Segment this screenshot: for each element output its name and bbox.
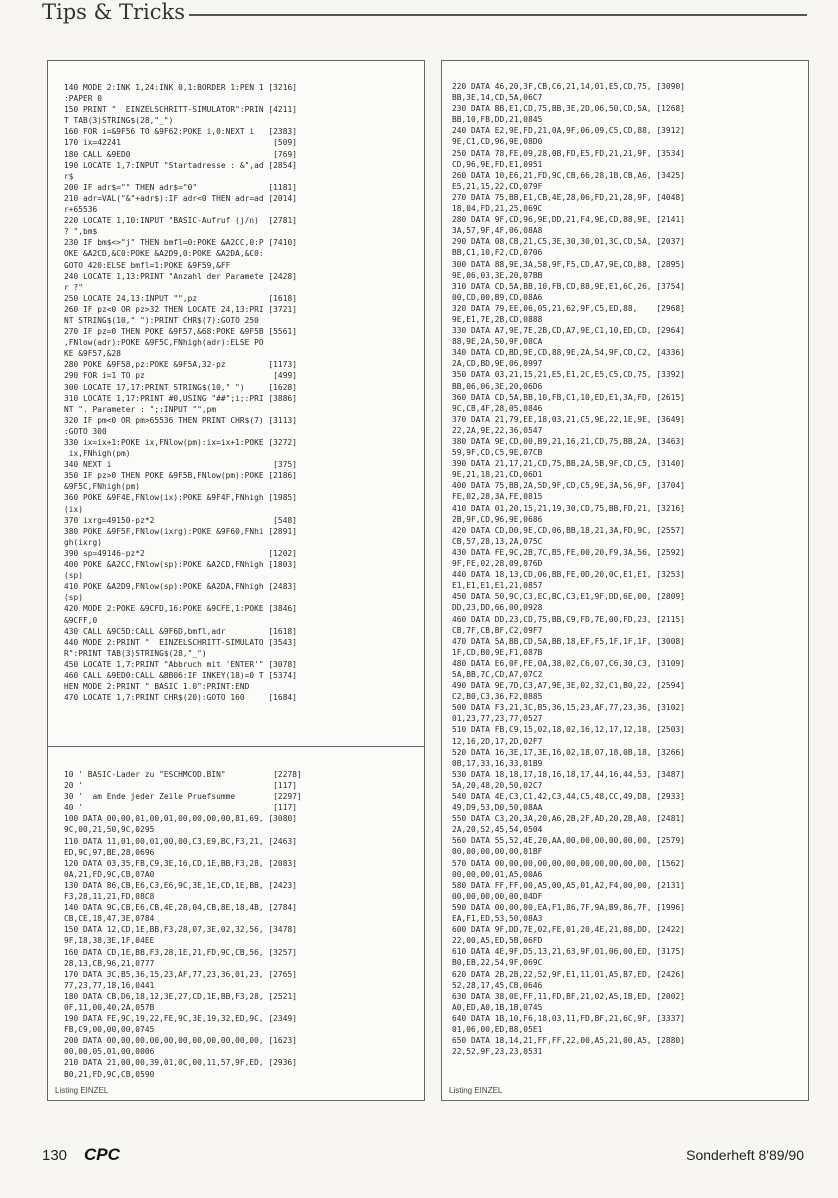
listing-box-data xyxy=(441,60,809,1101)
listing-text: 10 ' BASIC-Lader zu "ESCHMCOD.BIN" [2278] 20 ' [117] 30 ' am Ende jeder Zeile Pruefsumme [2297] 40 ' [117] 100 DATA 00,00,01,00,01,00,00,00,00,81,69, [3080] 9C,00,21,50,9C,0295 110 DATA 11,01,00,01,00,00,C3,E9,BC,F3,21, [2463] ED,9C,97,BE,28,0696 120 DATA 03,35,FB,C9,3E,16,CD,1E,BB,F3,28, [2083] 0A,21,FD,9C,CB,07A0 130 DATA 86,CB,E6,C3,E6,9C,3E,1E,CD,1E,BB, [2423] F3,28,11,21,FD,08C8 140 DATA 9C,CB,E6,CB,4E,28,04,CB,8E,18,4B, [2784] CB,CE,18,47,3E,0784 150 DATA 12,CD,1E,BB,F3,28,07,3E,02,32,56, [3478] 9F,18,38,3E,1F,04EE 160 DATA CD,1E,BB,F3,28,1E,21,FD,9C,CB,56, [3257] 28,13,CB,96,21,0777 170 DATA 3C,B5,36,15,23,AF,77,23,36,01,23, [2765] 77,23,77,18,16,0441 180 DATA CB,D6,18,12,3E,27,CD,1E,BB,F3,28, [2521] 0F,11,00,40,2A,057B 190 DATA FE,9C,19,22,FE,9C,3E,19,32,ED,9C, [2349] FB,C9,00,00,00,0745 200 DATA 00,00,00,00,00,00,00,00,00,00,00, [1623] 00,00,05,01,00,0006 210 DATA 21,00,00,39,01,0C,00,11,57,9F,ED, [2936] B0,21,FD,9C,CB,0590 xyxy=(64,770,302,1079)
section-title: Tips & Tricks xyxy=(42,0,189,24)
listing-caption: Listing EINZEL xyxy=(449,1086,503,1095)
issue-label: Sonderheft 8'89/90 xyxy=(686,1147,804,1163)
listing-box-loader xyxy=(47,746,425,1101)
page-number: 130 xyxy=(42,1147,68,1164)
listing-text: 220 DATA 46,20,3F,CB,C6,21,14,01,E5,CD,75, [3090] BB,3E,14,CD,5A,06C7 230 DATA BB,E1,CD,75,BB,3E,2D,06,50,CD,5A, [1268] BB,10,FB,DD,21,0845 240 DATA E2,9E,FD,21,0A,9F,06,09,C5,CD,88, [3912] 9E,C1,CD,96,9E,08D0 250 DATA 78,FE,09,28,0B,FD,E5,FD,21,21,9F, [3534] CD,96,9E,FD,E1,0951 260 DATA 10,E6,21,FD,9C,CB,66,28,1B,CB,A6, [3425] E5,21,15,22,CD,079F 270 DATA 75,BB,E1,CB,4E,28,06,FD,21,28,9F, [4048] 18,04,FD,21,25,069C 280 DATA 9F,CD,96,9E,DD,21,F4,9E,CD,88,9E, [2141] 3A,57,9F,4F,06,08A8 290 DATA 08,CB,21,C5,3E,30,30,01,3C,CD,5A, [2037] BB,C1,10,F2,CD,0706 300 DATA 88,9E,3A,58,9F,F5,CD,A7,9E,CD,88, [2895] 9E,06,03,3E,20,07BB 310 DATA CD,5A,BB,10,FB,CD,88,9E,E1,6C,26, [3754] 00,CD,00,B9,CD,08A6 320 DATA 79,EE,06,05,21,62,9F,C5,ED,88, [2968] 9E,E1,7E,2B,CD,0888 330 DATA A7,9E,7E,2B,CD,A7,9E,C1,10,ED,CD, [2964] 88,9E,2A,50,9F,08CA 340 DATA CD,BD,9E,CD,88,9E,2A,54,9F,CD,C2, [4336] 2A,CD,BD,9E,06,0997 350 DATA 03,21,15,21,E5,E1,2C,E5,C5,CD,75, [3392] BB,06,06,3E,20,06D6 360 DATA CD,5A,BB,10,FB,C1,10,ED,E1,3A,FD, [2615] 9C,CB,4F,28,05,0846 370 DATA 21,79,EE,18,03,21,C5,9E,22,1E,9E, [3649] 22,2A,9E,22,36,0547 380 DATA 9E,CD,00,B9,21,16,21,CD,75,BB,2A, [3463] 59,9F,CD,C5,9E,07CB 390 DATA 21,17,21,CD,75,BB,2A,5B,9F,CD,C5, [3140] 9E,21,18,21,CD,06D1 400 DATA 75,BB,2A,5D,9F,CD,C5,9E,3A,56,9F, [3704] FE,02,28,3A,FE,0815 410 DATA 01,20,15,21,19,30,CD,75,BB,FD,21, [3216] 2B,9F,CD,96,9E,0686 420 DATA CD,D0,9E,CD,06,BB,18,21,3A,FD,9C, [2557] CB,57,28,13,2A,075C 430 DATA FE,9C,2B,7C,B5,FE,00,20,F9,3A,56, [2592] 9F,FE,02,28,09,076D 440 DATA 18,13,CD,06,BB,FE,0D,20,0C,E1,E1, [3253] E1,E1,E1,E1,21,0857 450 DATA 50,9C,C3,EC,BC,C3,E1,9F,DD,6E,00, [2809] DD,23,DD,66,00,0928 460 DATA DD,23,CD,75,BB,C9,FD,7E,00,FD,23, [2115] CB,7F,CB,BF,C2,09F7 470 DATA 5A,BB,CD,5A,BB,18,EF,F5,1F,1F,1F, [3008] 1F,CD,B0,9E,F1,087B 480 DATA E6,0F,FE,0A,38,02,C6,07,C6,30,C3, [3109] 5A,BB,7C,CD,A7,07C2 490 DATA 9E,7D,C3,A7,9E,3E,02,32,C1,B0,22, [2594] C2,B0,C3,36,F2,0885 500 DATA F3,21,3C,B5,36,15,23,AF,77,23,36, [3102] 01,23,77,23,77,0527 510 DATA FB,C9,15,02,18,02,16,12,17,12,18, [2503] 12,16,2D,17,2D,02F7 520 DATA 16,3E,17,3E,16,02,18,07,18,0B,18, [3266] 0B,17,33,16,33,01B9 530 DATA 18,18,17,18,16,18,17,44,16,44,53, [3487] 5A,20,48,20,50,02C7 540 DATA 4E,C3,C1,42,C3,44,C5,48,CC,49,D8, [2933] 49,D9,53,D0,50,08AA 550 DATA C3,20,3A,20,A6,2B,2F,AD,20,2B,A0, [2481] 2A,20,52,45,54,0504 560 DATA 55,52,4E,20,AA,00,00,00,00,00,00, [2579] 00,00,00,00,00,01BF 570 DATA 00,00,00,00,00,00,00,00,00,00,00, [1562] 00,00,00,01,A5,00A6 580 DATA FF,FF,00,A5,00,A5,01,A2,F4,00,00, [2131] 00,00,00,00,00,04DF 590 DATA 00,00,00,EA,F1,86,7F,9A,B9,86,7F, [1996] EA,F1,ED,53,50,08A3 600 DATA 9F,DD,7E,02,FE,01,20,4E,21,88,DD, [2422] 22,00,A5,ED,5B,06FD 610 DATA 4E,9F,D5,13,21,63,9F,01,06,00,ED, [3175] B0,EB,22,54,9F,069C 620 DATA 2B,2B,22,52,9F,E1,11,01,A5,B7,ED, [2426] 52,28,17,45,CB,0646 630 DATA 38,0E,FF,11,FD,BF,21,02,A5,1B,ED, [2002] A0,ED,A0,1B,1B,0745 640 DATA 1B,10,F6,18,03,11,FD,BF,21,6C,9F, [3337] 01,06,00,ED,B8,05E1 650 DATA 18,14,21,FF,FF,22,00,A5,21,00,A5, [2880] 22,52,9F,23,23,0531 xyxy=(452,82,685,1057)
listing-caption: Listing EINZEL xyxy=(55,1086,109,1095)
listing-box-basic xyxy=(47,60,425,747)
listing-text: 140 MODE 2:INK 1,24:INK 0,1:BORDER 1:PEN 1 [3216] :PAPER 0 150 PRINT " EINZELSCHRITT-SIMULATOR":PRIN [4211] T TAB(3)STRING$(28,"_") 160 FOR i=&9F56 TO &9F62:POKE i,0:NEXT i [2383] 170 ix=42241 [509] 180 CALL &9ED0 [769] 190 LOCATE 1,7:INPUT "Startadresse : &",ad [2854] r$ 200 IF adr$="" THEN adr$="0" [1181] 210 adr=VAL("&"+adr$):IF adr<0 THEN adr=ad [2014] r+65536 220 LOCATE 1,10:INPUT "BASIC-Aufruf (j/n) [2781] ? ",bm$ 230 IF bm$<>"j" THEN bmfl=0:POKE &A2CC,0:P [7410] OKE &A2CD,&C0:POKE &A2D9,0:POKE &A2DA,&C0: GOTO 420:ELSE bmfl=1:POKE &9F59,&FF 240 LOCATE 1,13:PRINT "Anzahl der Paramete [2428] r ?" 250 LOCATE 24,13:INPUT "",pz [1618] 260 IF pz<0 OR pz>32 THEN LOCATE 24,13:PRI [3721] NT STRING$(10," "):PRINT CHR$(7):GOTO 250 270 IF pz=0 THEN POKE &9F57,&68:POKE &9F5B [5561] ,FNlow(adr):POKE &9F5C,FNhigh(adr):ELSE PO KE &9F57,&28 280 POKE &9F58,pz:POKE &9F5A,32-pz [1173] 290 FOR i=1 TO pz [499] 300 LOCATE 17,17:PRINT STRING$(10," ") [1628] 310 LOCATE 1,17:PRINT #0,USING "##";i;:PRI [3886] NT ". Parameter : ";:INPUT "",pm 320 IF pm<0 OR pm>65536 THEN PRINT CHR$(7) [3113] :GOTO 300 330 ix=ix+1:POKE ix,FNlow(pm):ix=ix+1:POKE [3272] ix,FNhigh(pm) 340 NEXT i [375] 350 IF pz>0 THEN POKE &9F5B,FNlow(pm):POKE [2186] &9F5C,FNhigh(pm) 360 POKE &9F4E,FNlow(ix):POKE &9F4F,FNhigh [1985] (ix) 370 ixrg=49150-pz*2 [548] 380 POKE &9F5F,FNlow(ixrg):POKE &9F60,FNhi [2891] gh(ixrg) 390 sp=49146-pz*2 [1202] 400 POKE &A2CC,FNlow(sp):POKE &A2CD,FNhigh [1803] (sp) 410 POKE &A2D9,FNlow(sp):POKE &A2DA,FNhigh [2483] (sp) 420 MODE 2:POKE &9CFD,16:POKE &9CFE,1:POKE [3846] &9CFF,0 430 CALL &9C5D:CALL &9F6D,bmfl,adr [1618] 440 MODE 2:PRINT " EINZELSCHRITT-SIMULATO [3543] R":PRINT TAB(3)STRING$(28,"_") 450 LOCATE 1,7:PRINT "Abbruch mit 'ENTER'" [3078] 460 CALL &9ED0:CALL &BB06:IF INKEY(18)=0 T [5374] HEN MODE 2:PRINT " BASIC 1.0":PRINT:END 470 LOCATE 1,7:PRINT CHR$(20):GOTO 160 [1684] xyxy=(64,83,297,703)
magazine-logo: CPC xyxy=(84,1145,120,1164)
